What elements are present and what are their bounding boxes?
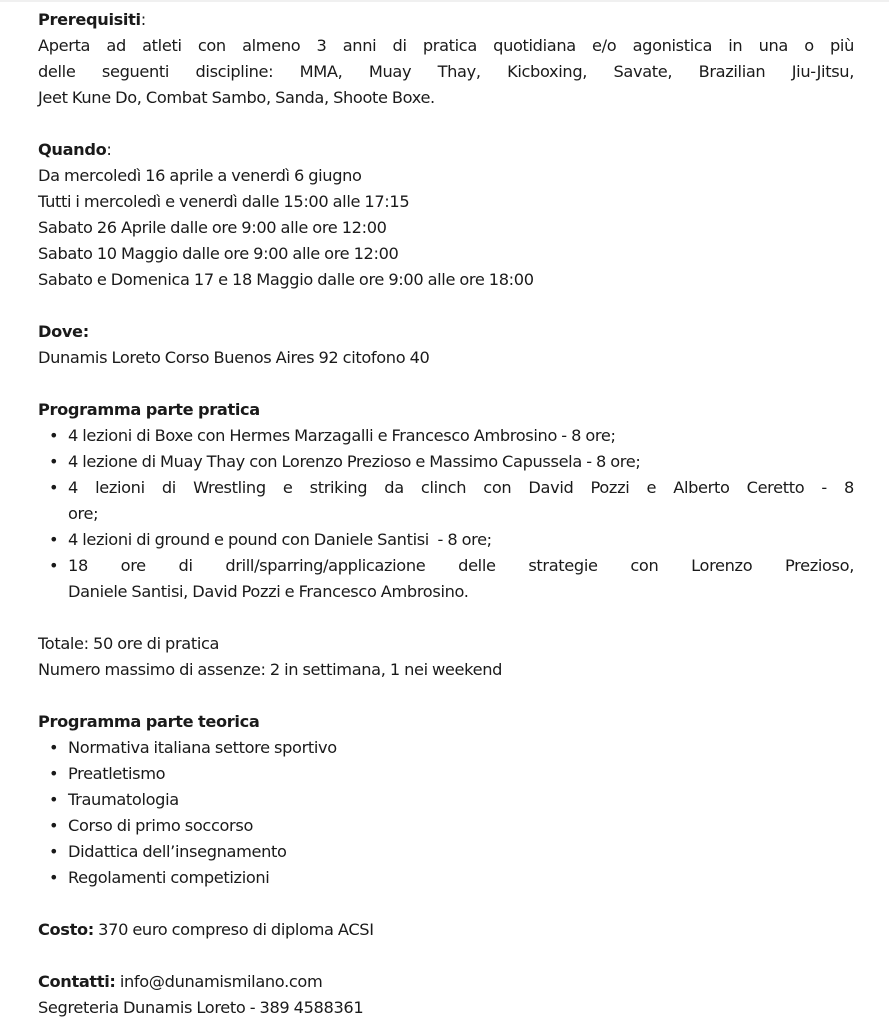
prerequisiti-line: Jeet Kune Do, Combat Sambo, Sanda, Shoote Boxe. xyxy=(38,88,435,107)
bullet-icon: • xyxy=(49,764,59,783)
teorica-list xyxy=(38,735,854,891)
list-item-text: Traumatologia xyxy=(68,790,179,809)
quando-line: Tutti i mercoledì e venerdì dalle 15:00 alle 17:15 xyxy=(38,192,410,211)
section-costo xyxy=(38,917,854,943)
list-item-text-continued: ore; xyxy=(68,504,99,523)
list-item xyxy=(38,423,854,449)
bullet-icon: • xyxy=(49,738,59,757)
list-item-text: Regolamenti competizioni xyxy=(68,868,270,887)
list-item-text: 4 lezioni di Boxe con Hermes Marzagalli e Francesco Ambrosino - 8 ore; xyxy=(68,426,616,445)
prerequisiti-heading xyxy=(38,7,854,33)
list-item xyxy=(38,553,854,605)
contatti-label: Contatti: xyxy=(38,972,116,991)
list-item xyxy=(38,787,854,813)
bullet-icon: • xyxy=(49,816,59,835)
bullet-icon: • xyxy=(49,452,59,471)
heading-colon: : xyxy=(140,10,146,29)
list-item-text: Didattica dell’insegnamento xyxy=(68,842,287,861)
list-item xyxy=(38,865,854,891)
list-item-text: 4 lezioni di ground e pound con Daniele Santisi - 8 ore; xyxy=(68,530,492,549)
list-item xyxy=(38,527,854,553)
quando-line: Sabato 10 Maggio dalle ore 9:00 alle ore 12:00 xyxy=(38,244,399,263)
list-item-text: Normativa italiana settore sportivo xyxy=(68,738,337,757)
heading-text: Quando xyxy=(38,140,107,159)
quando-line: Sabato 26 Aprile dalle ore 9:00 alle ore 12:00 xyxy=(38,218,387,237)
prerequisiti-line: delle seguenti discipline: MMA, Muay Thay, Kicboxing, Savate, Brazilian Jiu-Jitsu, xyxy=(38,62,854,81)
list-item xyxy=(38,735,854,761)
bullet-icon: • xyxy=(49,530,59,549)
teorica-heading: Programma parte teorica xyxy=(38,712,260,731)
list-item xyxy=(38,761,854,787)
pratica-list xyxy=(38,423,854,605)
list-item-text: Preatletismo xyxy=(68,764,166,783)
bullet-icon: • xyxy=(49,868,59,887)
heading-colon: : xyxy=(106,140,112,159)
section-quando xyxy=(38,137,854,293)
list-item-text: 18 ore di drill/sparring/applicazione delle strategie con Lorenzo Prezioso, xyxy=(68,556,854,575)
dove-address: Dunamis Loreto Corso Buenos Aires 92 citofono 40 xyxy=(38,348,430,367)
section-dove xyxy=(38,319,854,371)
list-item-text: 4 lezione di Muay Thay con Lorenzo Prezioso e Massimo Capussela - 8 ore; xyxy=(68,452,641,471)
list-item xyxy=(38,813,854,839)
bullet-icon: • xyxy=(49,842,59,861)
bullet-icon: • xyxy=(49,478,59,497)
prerequisiti-line: Aperta ad atleti con almeno 3 anni di pratica quotidiana e/o agonistica in una o più xyxy=(38,36,854,55)
heading-text: Prerequisiti xyxy=(38,10,141,29)
section-programma-teorica xyxy=(38,709,854,891)
list-item xyxy=(38,475,854,527)
costo-value: 370 euro compreso di diploma ACSI xyxy=(93,920,374,939)
section-prerequisiti xyxy=(38,7,854,111)
list-item xyxy=(38,839,854,865)
bullet-icon: • xyxy=(49,556,59,575)
segreteria-phone: Segreteria Dunamis Loreto - 389 4588361 xyxy=(38,998,364,1017)
quando-heading xyxy=(38,137,854,163)
quando-line: Da mercoledì 16 aprile a venerdì 6 giugno xyxy=(38,166,362,185)
section-contatti xyxy=(38,969,854,1021)
costo-line xyxy=(38,917,854,943)
costo-label: Costo: xyxy=(38,920,94,939)
assenze-max: Numero massimo di assenze: 2 in settimana, 1 nei weekend xyxy=(38,660,503,679)
bullet-icon: • xyxy=(49,426,59,445)
list-item-text: 4 lezioni di Wrestling e striking da clinch con David Pozzi e Alberto Ceretto - 8 xyxy=(68,478,854,497)
email-link[interactable]: info@dunamismilano.com xyxy=(119,972,323,991)
pratica-heading: Programma parte pratica xyxy=(38,400,260,419)
list-item-text: Corso di primo soccorso xyxy=(68,816,253,835)
section-programma-pratica xyxy=(38,397,854,605)
dove-heading: Dove: xyxy=(38,322,89,341)
totale-ore: Totale: 50 ore di pratica xyxy=(38,634,220,653)
list-item xyxy=(38,449,854,475)
section-totale xyxy=(38,631,854,683)
bullet-icon: • xyxy=(49,790,59,809)
quando-line: Sabato e Domenica 17 e 18 Maggio dalle ore 9:00 alle ore 18:00 xyxy=(38,270,534,289)
list-item-text-continued: Daniele Santisi, David Pozzi e Francesco Ambrosino. xyxy=(68,582,469,601)
contatti-line xyxy=(38,969,854,995)
